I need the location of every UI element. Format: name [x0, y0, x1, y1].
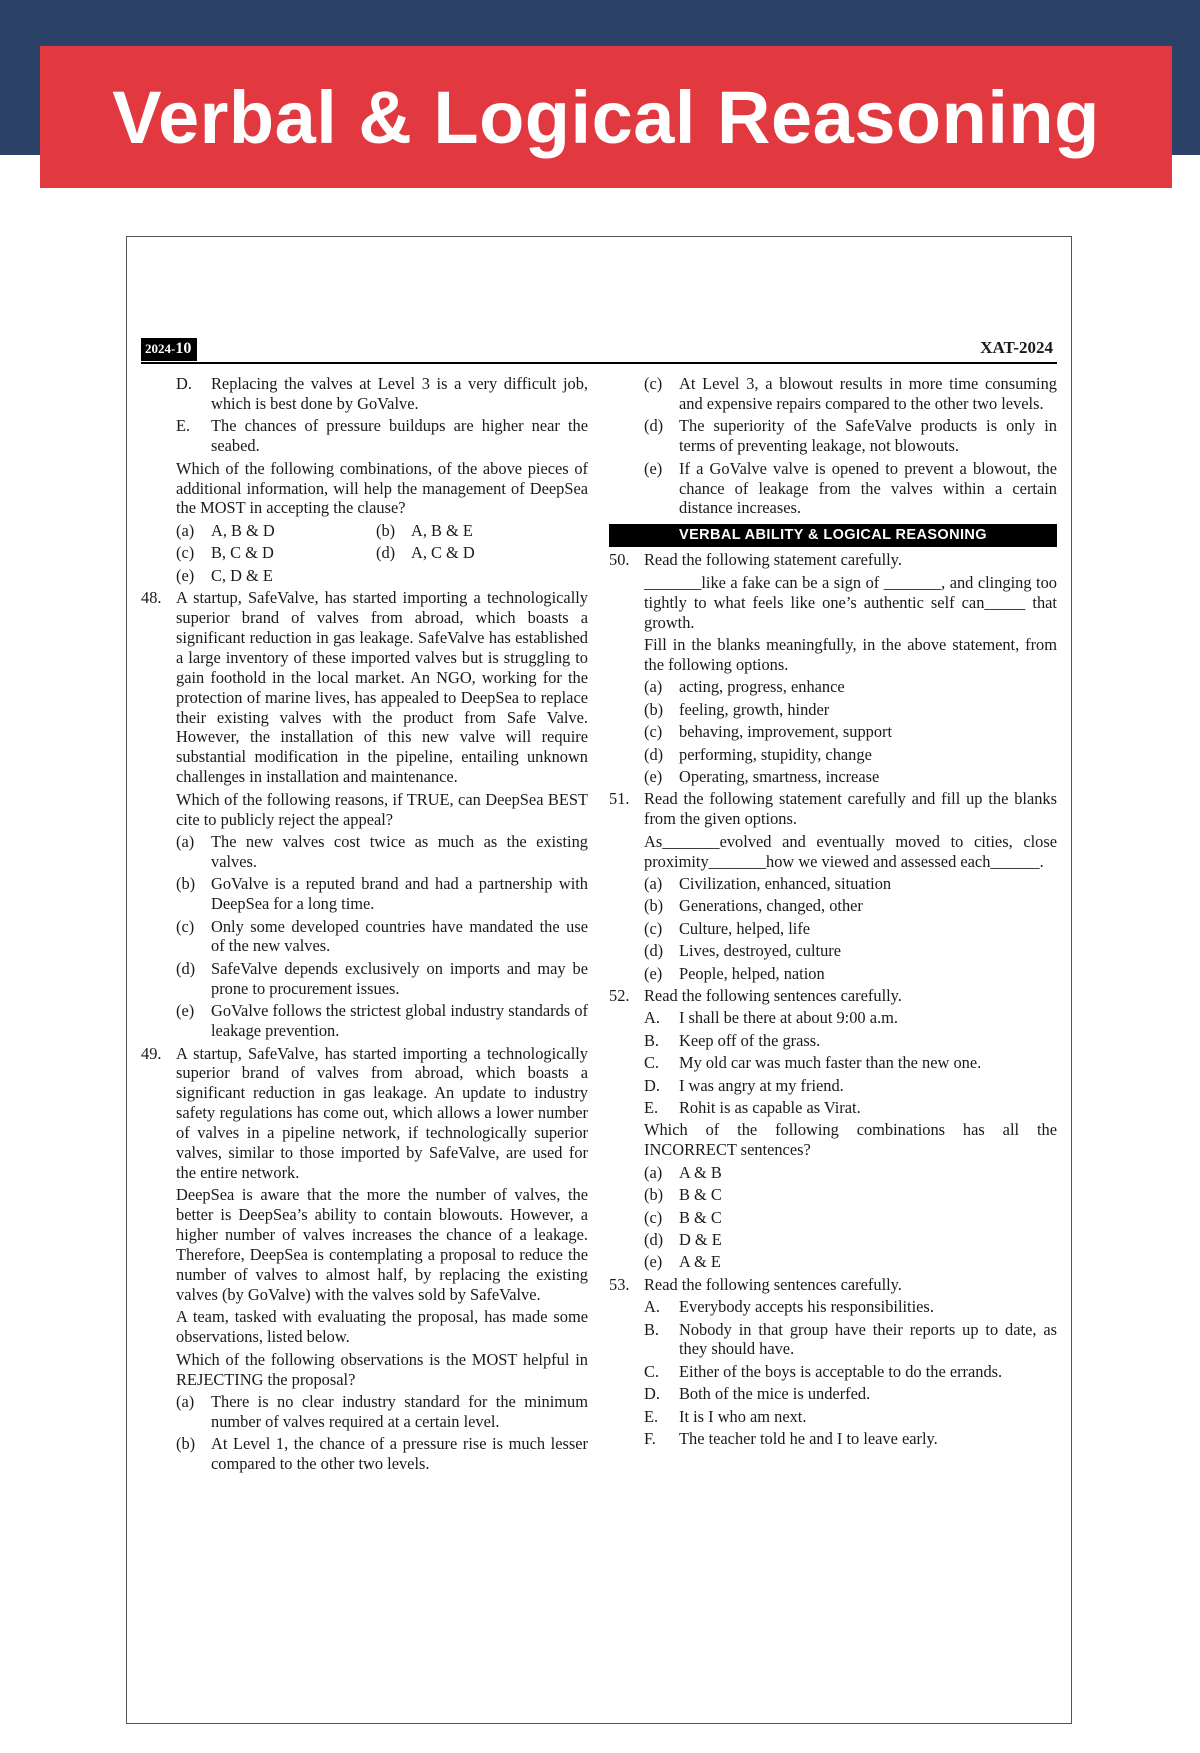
sentence: E. It is I who am next.: [644, 1406, 807, 1426]
option: (d) A, C & D: [376, 543, 475, 563]
option: (b) At Level 1, the chance of a pressure rise is much lesser compared to the other two levels.: [176, 1434, 588, 1474]
page-prefix: 2024-: [145, 341, 176, 356]
question-51: 51. Read the following statement carefully and fill up the blanks from the given options.: [609, 789, 1057, 829]
header-rule: [141, 362, 1057, 364]
section-heading: VERBAL ABILITY & LOGICAL REASONING: [609, 524, 1057, 547]
option-row: [176, 521, 588, 541]
page-header: [141, 338, 1057, 362]
option: (e) If a GoValve valve is opened to prevent a blowout, the chance of leakage from the valves within a certain distance increases.: [644, 458, 1057, 518]
left-column: [141, 374, 588, 1477]
list-item: E. The chances of pressure buildups are higher near the seabed.: [176, 416, 588, 456]
exam-name: XAT-2024: [980, 338, 1053, 357]
sentence: B. Nobody in that group have their reports up to date, as they should have.: [644, 1319, 1057, 1359]
option: (c) Culture, helped, life: [644, 918, 811, 938]
option: (c) B, C & D: [176, 543, 274, 563]
option: (c) At Level 3, a blowout results in more time consuming and expensive repairs compared to the other two levels.: [644, 374, 1057, 413]
sentence: D. I was angry at my friend.: [644, 1075, 844, 1095]
option: (d) SafeValve depends exclusively on imports and may be prone to procurement issues.: [176, 958, 588, 998]
option: (d) The superiority of the SafeValve products is only in terms of preventing leakage, not blowouts.: [644, 416, 1057, 456]
option: (d) D & E: [644, 1229, 722, 1249]
option: (a) A, B & D: [176, 520, 275, 540]
question-52: 52. Read the following sentences carefully.: [609, 985, 902, 1005]
banner-title: Verbal & Logical Reasoning: [112, 75, 1100, 159]
option: (a) acting, progress, enhance: [644, 677, 845, 697]
question-prompt: Which of the following reasons, if TRUE, can DeepSea BEST cite to publicly reject the appeal?: [176, 789, 588, 829]
option-row: [176, 566, 588, 586]
option: (d) Lives, destroyed, culture: [644, 941, 842, 961]
sentence: A. I shall be there at about 9:00 a.m.: [644, 1008, 898, 1028]
question-53: 53. Read the following sentences carefully.: [609, 1274, 902, 1294]
page-number: 10: [175, 340, 192, 357]
question-prompt: Fill in the blanks meaningfully, in the above statement, from the following options.: [644, 634, 1057, 674]
statement: As_______evolved and eventually moved to cities, close proximity_______how we viewed and assessed each______.: [644, 831, 1057, 871]
option: (e) A & E: [644, 1252, 721, 1272]
statement: _______like a fake can be a sign of _______, and clinging too tightly to what feels like one’s authentic self can_____ that growth.: [644, 572, 1057, 632]
option: (b) A, B & E: [376, 520, 473, 540]
option: (a) There is no clear industry standard for the minimum number of valves required at a certain level.: [176, 1391, 588, 1431]
sentence: C. My old car was much faster than the new one.: [644, 1053, 982, 1073]
list-item: D. Replacing the valves at Level 3 is a very difficult job, which is best done by GoValve.: [176, 374, 588, 413]
question-prompt: Which of the following combinations has all the INCORRECT sentences?: [644, 1120, 1057, 1160]
option: (b) feeling, growth, hinder: [644, 699, 830, 719]
option: (e) C, D & E: [176, 565, 273, 585]
sentence: E. Rohit is as capable as Virat.: [644, 1098, 861, 1117]
option: (b) Generations, changed, other: [644, 896, 863, 916]
question-prompt: Which of the following combinations, of the above pieces of additional information, will help the management of DeepSea the MOST in accepting the clause?: [176, 458, 588, 518]
option: (a) A & B: [644, 1162, 722, 1182]
sentence: D. Both of the mice is underfed.: [644, 1384, 871, 1404]
question-48: 48. A startup, SafeValve, has started importing a technologically superior brand of valves from abroad, which boasts a significant reduction in gas leakage. SafeValve has established a large inventory of these imported valves but is struggling to gain foothold in the local market. An NGO, working for the protection of marine lives, has appealed to DeepSea to replace their existing valves with the product from Safe Valve. However, the installation of this new valve will require substantial modification in the pipeline, entailing unknown challenges in installation and maintenance.: [141, 588, 588, 787]
sentence: C. Either of the boys is acceptable to do the errands.: [644, 1361, 1003, 1381]
sentence: A. Everybody accepts his responsibilities.: [644, 1297, 934, 1317]
option: (e) Operating, smartness, increase: [644, 766, 880, 786]
option: (e) GoValve follows the strictest global industry standards of leakage prevention.: [176, 1001, 588, 1041]
option: (c) behaving, improvement, support: [644, 722, 893, 742]
option: (d) performing, stupidity, change: [644, 744, 872, 764]
option: (c) B & C: [644, 1207, 722, 1227]
document-page: [126, 236, 1072, 1724]
option: (b) B & C: [644, 1185, 722, 1205]
sentence: F. The teacher told he and I to leave early.: [644, 1429, 938, 1449]
question-50: 50. Read the following statement carefully.: [609, 550, 902, 570]
option: (c) Only some developed countries have mandated the use of the new valves.: [176, 916, 588, 956]
option: (b) GoValve is a reputed brand and had a partnership with DeepSea for a long time.: [176, 874, 588, 914]
paragraph: A team, tasked with evaluating the proposal, has made some observations, listed below.: [176, 1307, 588, 1347]
option: (a) Civilization, enhanced, situation: [644, 873, 892, 893]
question-49: 49. A startup, SafeValve, has started importing a technologically superior brand of valves from abroad, which boasts a significant reduction in gas leakage. An update to industry safety regulations has come out, which allows a lower number of valves in a pipeline network, if technologically superior valves, similar to those imported by SafeValve, are used for the entire network.: [141, 1043, 588, 1182]
sentence: B. Keep off of the grass.: [644, 1030, 821, 1050]
option: (e) People, helped, nation: [644, 963, 825, 983]
option: (a) The new valves cost twice as much as the existing valves.: [176, 831, 588, 871]
paragraph: DeepSea is aware that the more the number of valves, the better is DeepSea’s ability to contain blowouts. However, a higher number of valves increases the chance of a leakage. Therefore, DeepSea is contemplating a proposal to reduce the number of valves to almost half, by replacing the existing valves (by GoValve) with the valves sold by SafeValve.: [176, 1185, 588, 1304]
option-row: [176, 543, 588, 563]
question-prompt: Which of the following observations is the MOST helpful in REJECTING the proposal?: [176, 1349, 588, 1389]
title-banner: [40, 46, 1172, 188]
right-column: [609, 374, 1057, 1452]
page-number-badge: [141, 338, 197, 361]
